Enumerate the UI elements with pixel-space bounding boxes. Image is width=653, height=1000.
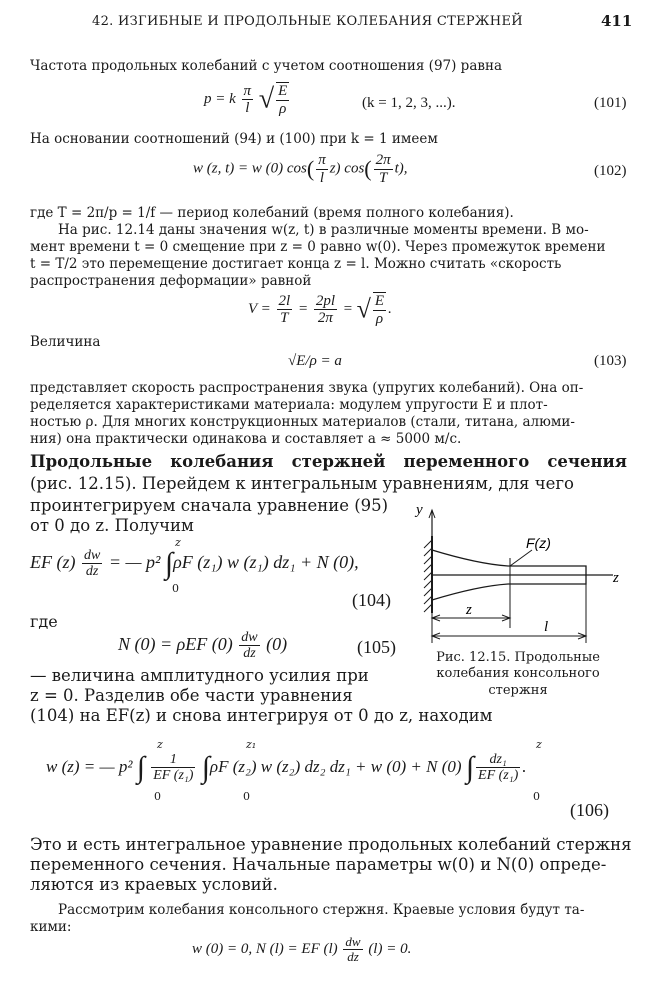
paragraph-frequency: Частота продольных колебаний с учетом соотношения (97) равна xyxy=(30,58,503,74)
eq101-lhs: p = k xyxy=(204,90,236,107)
p8-line-1: Это и есть интегральное уравнение продольных колебаний стержня xyxy=(30,835,632,854)
eq101-condition: (k = 1, 2, 3, ...). xyxy=(362,95,456,111)
p7-line-3: (104) на EF(z) и снова интегрируя от 0 до z, находим xyxy=(30,706,493,725)
eq101-root-frac xyxy=(276,82,289,117)
eq106-up1: z xyxy=(157,738,163,751)
where-label: где xyxy=(30,612,58,631)
eq104-lhs: EF (z) xyxy=(30,552,76,573)
fig-label-y: y xyxy=(416,502,423,518)
eq101-frac-num: π xyxy=(243,82,252,99)
eq106-f2-num: dz₁ xyxy=(476,752,520,768)
integral-icon: ∫ xyxy=(136,750,145,784)
equation-speed xyxy=(248,292,392,327)
eq102-f2-den: T xyxy=(378,169,388,186)
paragraph-period: где T = 2π/p = 1/f — период колебаний (время полного колебания). xyxy=(30,205,514,221)
eq106-lo1: 0 xyxy=(154,790,161,803)
equation-105 xyxy=(118,630,287,662)
integral-icon: ∫ xyxy=(201,750,210,784)
p8-line-3: ляются из краевых условий. xyxy=(30,875,278,894)
eq103-number: (103) xyxy=(594,353,627,369)
eq105-number: (105) xyxy=(357,637,396,657)
eq106-f2-den: EF (z₁) xyxy=(478,768,519,784)
eqV-equals-1: = xyxy=(297,300,309,317)
eq101-root-num: E xyxy=(278,83,288,99)
section-heading: Продольные колебания стержней переменного сечения xyxy=(30,452,627,471)
fig-label-z-axis: z xyxy=(613,570,619,586)
eq101-frac-den: l xyxy=(245,100,250,116)
fig-label-z-dim: z xyxy=(466,602,472,618)
p6-line-1: представляет скорость распространения звука (упругих колебаний). Она оп- xyxy=(30,380,584,396)
eqBC-deriv xyxy=(343,935,362,965)
eqV-root-num: E xyxy=(374,293,385,309)
p6-line-4: ния) она практически одинакова и составляет a ≈ 5000 м/с. xyxy=(30,431,462,447)
eq102-frac2 xyxy=(374,152,393,186)
section-line-3: от 0 до z. Получим xyxy=(30,516,194,535)
eq101-fraction xyxy=(242,83,254,117)
eq106-frac1 xyxy=(151,752,195,784)
eq102-number: (102) xyxy=(594,163,627,179)
wall-hatching xyxy=(424,540,432,612)
eq106-lo3: 0 xyxy=(533,790,540,803)
page-number: 411 xyxy=(601,12,633,30)
section-line-1: (рис. 12.15). Перейдем к интегральным уравнениям, для чего xyxy=(30,474,574,493)
eqBC-d-num: dw xyxy=(345,934,361,949)
p8-line-2: переменного сечения. Начальные параметры w(0) и N(0) опреде- xyxy=(30,855,607,874)
p9-line-1: Рассмотрим колебания консольного стержня. Краевые условия будут та- xyxy=(58,902,585,918)
equation-boundary xyxy=(192,935,411,965)
eq106-up2: z₁ xyxy=(246,738,257,751)
fig-label-l: l xyxy=(544,619,549,635)
p4-line-3: t = T/2 это перемещение достигает конца z = l. Можно считать «скорость xyxy=(30,256,562,272)
eq102-f2-num: 2π xyxy=(375,152,391,168)
eq102-mid: z) cos xyxy=(329,160,365,177)
equation-103: √E/ρ = a xyxy=(288,353,342,369)
eq101-number: (101) xyxy=(594,95,627,111)
eq106-f1-den: EF (z₁) xyxy=(153,768,194,784)
eq105-d-den: dz xyxy=(243,646,256,662)
integral-icon: ∫ xyxy=(164,546,174,580)
p4-line-2: мент времени t = 0 смещение при z = 0 равно w(0). Через промежуток времени xyxy=(30,239,606,255)
eq106-period: . xyxy=(522,756,527,776)
eq104-number: (104) xyxy=(352,590,391,610)
equation-101 xyxy=(204,82,291,117)
eqBC-d-den: dz xyxy=(347,949,359,965)
p4-line-1: На рис. 12.14 даны значения w(z, t) в различные моменты времени. В мо- xyxy=(58,222,589,238)
p4-line-4: распространения деформации» равной xyxy=(30,273,312,289)
eq104-integrand: ρF (z₁) w (z₁) dz₁ + N (0), xyxy=(173,552,359,573)
eq102-f1-num: π xyxy=(318,152,326,168)
eq106-frac2 xyxy=(476,752,520,784)
fig-label-F: F(z) xyxy=(526,535,551,551)
eq104-d-den: dz xyxy=(85,564,99,580)
paragraph-basis: На основании соотношений (94) и (100) при k = 1 имеем xyxy=(30,131,438,147)
eq105-d-num: dw xyxy=(241,630,258,645)
paren-open-1: ( xyxy=(306,156,315,181)
equation-106 xyxy=(46,752,527,784)
eq106-lo2: 0 xyxy=(243,790,250,803)
eqV-f2-num: 2pl xyxy=(315,292,335,309)
eq104-rhs: = — p² xyxy=(108,552,161,573)
eq102-frac1 xyxy=(316,152,328,186)
equation-104 xyxy=(30,548,359,580)
figure-caption xyxy=(398,650,638,699)
eqV-f1-num: 2l xyxy=(278,292,291,309)
p7-line-1: — величина амплитудного усилия при xyxy=(30,666,369,685)
eq106-up3: z xyxy=(536,738,542,751)
p6-line-2: ределяется характеристиками материала: модулем упругости E и плот- xyxy=(30,397,548,413)
caption-line-1: Рис. 12.15. Продольные xyxy=(436,650,600,665)
eqV-frac1 xyxy=(277,293,293,327)
eqV-equals-2: = xyxy=(342,300,353,317)
eqV-f1-den: T xyxy=(280,310,289,326)
eqV-f2-den: 2π xyxy=(317,310,333,326)
eq106-number: (106) xyxy=(570,800,609,820)
section-line-2: проинтегрируем сначала уравнение (95) xyxy=(30,496,389,515)
eq101-root-den: ρ xyxy=(279,100,287,117)
sqrt-icon: √ xyxy=(258,83,275,115)
paren-open-2: ( xyxy=(364,156,372,181)
eq105-deriv xyxy=(239,630,259,662)
eq106-lhs: w (z) = — p² xyxy=(46,756,133,776)
eqV-root-den: ρ xyxy=(375,310,384,327)
eq104-d-num: dw xyxy=(83,548,101,563)
eqBC-part1: w (0) = 0, N (l) = EF (l) xyxy=(192,941,338,958)
eqV-lhs: V = xyxy=(248,300,271,317)
caption-line-2: колебания консольного xyxy=(436,666,600,682)
p7-line-2: z = 0. Разделив обе части уравнения xyxy=(30,686,353,705)
equation-102 xyxy=(193,152,408,186)
eq102-f1-den: l xyxy=(319,169,325,186)
eqV-frac2 xyxy=(314,293,337,327)
p6-line-3: ностью ρ. Для многих конструкционных материалов (стали, титана, алюми- xyxy=(30,414,575,430)
eq106-mid: ρF (z₂) w (z₂) dz₂ dz₁ + w (0) + N (0) xyxy=(209,756,462,776)
p9-line-2: кими: xyxy=(30,919,72,935)
eqV-root-frac xyxy=(373,292,386,327)
figure-cantilever xyxy=(408,498,638,648)
leader-line xyxy=(510,550,532,566)
eq102-lhs: w (z, t) = w (0) cos xyxy=(193,160,307,177)
eq105-lhs: N (0) = ρEF (0) xyxy=(118,634,233,655)
paragraph-magnitude: Величина xyxy=(30,334,101,350)
running-header: 42. ИЗГИБНЫЕ И ПРОДОЛЬНЫЕ КОЛЕБАНИЯ СТЕРЖНЕЙ xyxy=(92,14,523,29)
eqV-period: . xyxy=(388,300,392,317)
eq104-upper-limit: z xyxy=(175,536,181,549)
eq104-lower-limit: 0 xyxy=(172,582,179,595)
eq106-f1-num: 1 xyxy=(151,752,195,768)
eq105-tail: (0) xyxy=(266,634,288,655)
eqBC-tail: (l) = 0. xyxy=(368,941,412,958)
eq102-tail: t), xyxy=(394,160,408,177)
integral-icon: ∫ xyxy=(465,750,475,784)
eq104-deriv xyxy=(82,548,102,580)
sqrt-icon: √ xyxy=(356,294,371,324)
caption-line-3: стержня xyxy=(488,682,548,698)
